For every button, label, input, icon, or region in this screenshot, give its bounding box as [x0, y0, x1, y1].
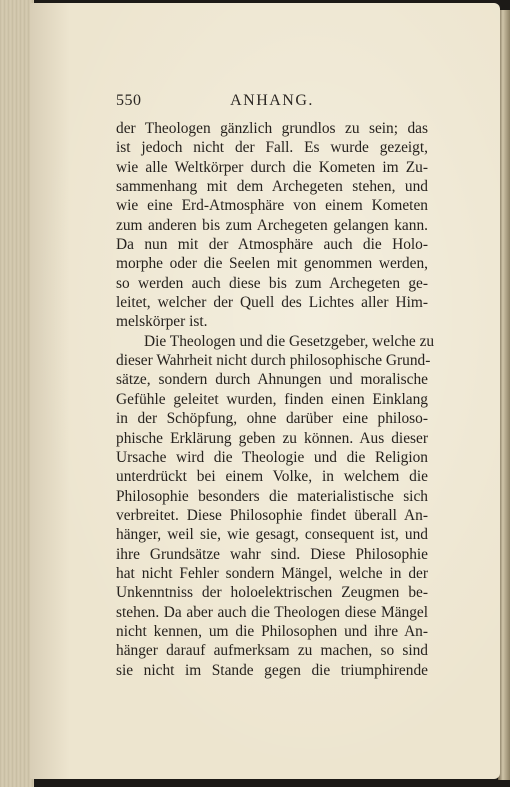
text-line: hänger darauf aufmerksam zu machen, so sind [116, 642, 428, 660]
paragraph-2 [116, 332, 435, 680]
paragraph-1 [116, 119, 428, 332]
text-line: nicht kennen, um die Philosophen und ihre An- [116, 622, 428, 640]
text-line: wie eine Erd-Atmosphäre von einem Kometen [116, 197, 428, 215]
text-line: dieser Wahrheit nicht durch philosophische Grund- [116, 352, 431, 370]
stacked-page-edges [0, 0, 34, 787]
text-line: der Theologen gänzlich grundlos zu sein; das [116, 120, 428, 137]
text-line: Gefühle geleitet wurden, finden einen Einklang [116, 390, 428, 408]
text-line: leitet, welcher der Quell des Lichtes aller Him- [116, 294, 428, 312]
text-line: Ursache wird die Theologie und die Religion [116, 448, 428, 466]
text-line: so werden auch diese bis zum Archegeten ge- [116, 274, 428, 292]
text-line: wie alle Weltkörper durch die Kometen im Zu- [116, 158, 428, 176]
text-line: phische Erklärung geben zu können. Aus dieser [116, 429, 428, 447]
text-line: Philosophie besonders die materialistische sich [116, 487, 428, 505]
text-line: Die Theologen und die Gesetzgeber, welche zu [144, 332, 435, 350]
running-head: ANHANG. [230, 92, 314, 109]
page-number: 550 [116, 92, 142, 109]
text-line: verbreitet. Diese Philosophie findet überall An- [116, 506, 428, 524]
text-line: ihre Grundsätze wahr sind. Diese Philosophie [116, 545, 428, 563]
text-line: hänger, weil sie, wie gesagt, consequent ist, und [116, 526, 428, 544]
page-header [116, 92, 428, 114]
text-line: ist jedoch nicht der Fall. Es wurde gezeigt, [116, 139, 428, 157]
text-line: in der Schöpfung, ohne darüber eine philoso- [116, 410, 428, 428]
text-line: Unkenntniss der holoelektrischen Zeugmen be- [116, 584, 428, 602]
text-line: Da nun mit der Atmosphäre auch die Holo- [116, 236, 428, 254]
text-line: melskörper ist. [116, 313, 208, 331]
text-line: zum anderen bis zum Archegeten gelangen kann. [116, 216, 428, 234]
text-line: sie nicht im Stande gegen die triumphirende [116, 661, 428, 679]
text-line: sammenhang mit dem Archegeten stehen, und [116, 178, 428, 196]
text-line: hat nicht Fehler sondern Mängel, welche in der [116, 564, 428, 582]
body-text [116, 119, 435, 680]
text-line: stehen. Da aber auch die Theologen diese Mängel [116, 603, 428, 621]
text-line: morphe oder die Seelen mit genommen werden, [116, 255, 428, 273]
text-line: unterdrückt bei einem Volke, in welchem die [116, 468, 428, 486]
text-line: sätze, sondern durch Ahnungen und moralische [116, 371, 428, 389]
